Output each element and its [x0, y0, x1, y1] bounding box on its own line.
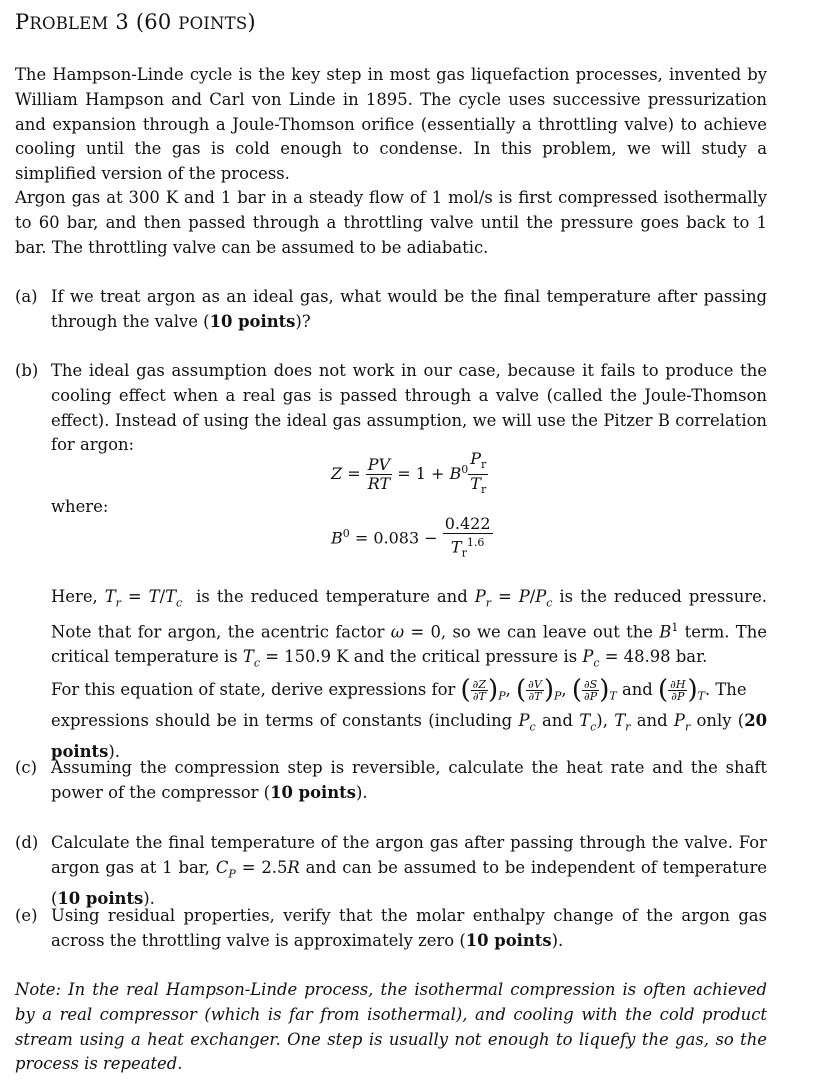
equation-z: Z = $\frac{PV}{RT}$ = $1 + B^0$ $\frac{P_r}{T_r}$ — [331, 449, 487, 497]
part-b-derive — [15, 675, 768, 765]
part-a — [15, 285, 767, 335]
title-number: 3 — [115, 10, 129, 34]
part-b-text: The ideal gas assumption does not work in our case, because it fails to produce the cooling effect when a real gas is passed through a valve (called the Joule-Thomson effect). Instead of using the ideal gas assumption, we will use the Pitzer B correlation for argon: — [51, 361, 767, 455]
part-c-label: (c) — [15, 758, 37, 777]
where-label: where: — [51, 497, 109, 516]
part-e-text: Using residual properties, verify that the molar enthalpy change of the argon gas across the throttling valve is approximately zero (10 points). — [51, 906, 767, 950]
part-a-text: If we treat argon as an ideal gas, what would be the final temperature after passing through the valve (10 points)? — [51, 287, 767, 331]
part-e — [15, 904, 767, 954]
part-c-text: Assuming the compression step is reversible, calculate the heat rate and the shaft power of the compressor (10 points). — [51, 758, 767, 802]
part-d-text: Calculate the final temperature of the argon gas after passing through the valve. For argon gas at 1 bar, $C_P = 2.5R$ and can be assumed to be independent of temperature (10 points). — [51, 833, 767, 908]
problem-title — [15, 8, 256, 38]
part-d-label: (d) — [15, 833, 39, 852]
intro-paragraph-1: The Hampson-Linde cycle is the key step in most gas liquefaction processes, invented by William Hampson and Carl von Linde in 1895. The cycle uses successive pressurization and expansion through a Joule-Thomson orifice (essentially a throttling valve) to achieve cooling until the gas is cold enough to condense. In this problem, we will study a simplified version of the process. — [15, 65, 767, 184]
part-b-derive-text: For this equation of state, derive expressions for ( $\frac{\partial Z}{\partial T}$ )$_P$, ( $\frac{\partial V}{\partial T}$ )$_P$, ( $\frac{\partial S}{\partial P}$ )$_T$ and ( $\frac{\partial H}{\partial P}$ )$_T$. The expressions should be in terms of constants (including $P_c$ and $T_c$), $T_r$ and $P_r$ only (20 points). — [51, 675, 768, 762]
part-b-here — [15, 585, 767, 676]
intro-paragraph-2: Argon gas at 300 K and 1 bar in a steady flow of 1 mol/s is first compressed isothermally to 60 bar, and then passed through a throttling valve until the pressure goes back to 1 bar. The throttling valve can be assumed to be adiabatic. — [15, 188, 767, 257]
note-paragraph: Note: In the real Hampson-Linde process, the isothermal compression is often achieved by a real compressor (which is far from isothermal), and cooling with the cold product stream using a heat exchanger. One step is usually not enough to liquefy the gas, so the process is repeated. — [15, 980, 767, 1074]
part-e-label: (e) — [15, 906, 38, 925]
part-c — [15, 756, 767, 806]
title-word: PROBLEM — [15, 10, 109, 34]
title-points: (60 POINTS) — [135, 10, 256, 34]
part-b — [15, 359, 767, 458]
part-b-label: (b) — [15, 361, 39, 380]
part-d — [15, 831, 767, 912]
equation-b0: $B^0 = 0.083$ − $\frac{0.422}{T_r^{1.6}}$ — [331, 514, 491, 560]
part-a-label: (a) — [15, 287, 38, 306]
part-b-here-text: Here, $T_r = T/T_c$ is the reduced temperature and $P_r = P/P_c$ is the reduced pressure. Note that for argon, the acentric factor ω = 0, so we can leave out the $B^1$ term. The critical temperature is $T_c = 150.9$ K and the critical pressure is $P_c = 48.98$ bar. — [51, 587, 767, 670]
